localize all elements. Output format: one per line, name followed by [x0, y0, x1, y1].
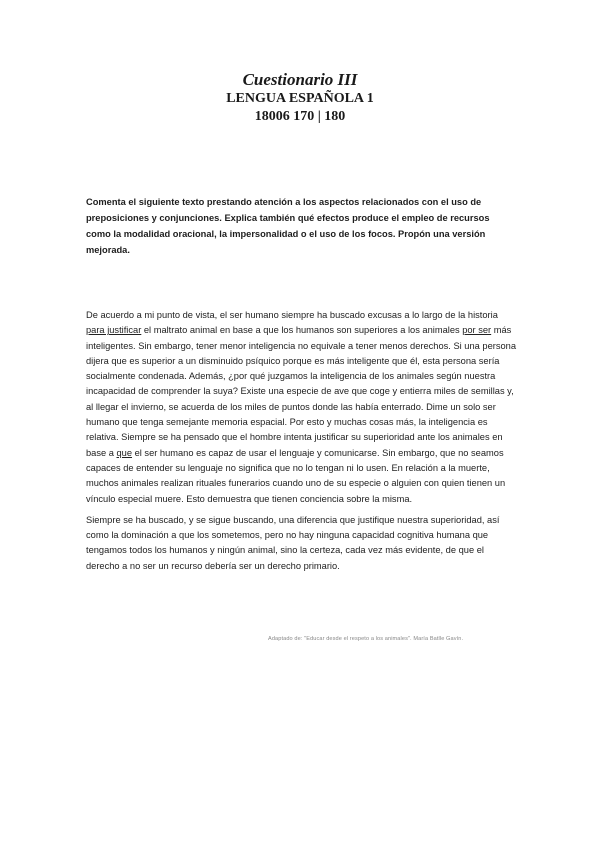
document-title: Cuestionario III [242, 70, 358, 89]
text-segment: De acuerdo a mi punto de vista, el ser humano siempre ha buscado excusas a lo largo de la historia [86, 310, 498, 320]
source-citation: Adaptado de: "Educar desde el respeto a los animales". María Batlle Gavín. [268, 636, 464, 642]
underlined-phrase: por ser [462, 325, 492, 336]
course-name: LENGUA ESPAÑOLA 1 [226, 91, 374, 106]
text-segment: más inteligentes. Sin embargo, tener menor inteligencia no equivale a tener menos derechos. Si una persona dijera que es superior a un disminuido psíquico porque es más inteligente que él, esta persona sería socialmente condenada. Además, ¿por qué juzgamos la inteligencia de los animales según nuestra incapacidad de comprender la suya? Existe una especie de ave que coge y entierra miles de semillas y, al llegar el invierno, se acuerda de los miles de puntos donde las había enterrado. Dime un solo ser humano que tenga semejante memoria espacial. Por esto y muchas cosas más, la inteligencia es relativa. Siempre se ha pensado que el hombre intenta justificar su superioridad ante los animales en base a [86, 325, 516, 458]
underlined-phrase: que [116, 447, 133, 458]
text-segment: el ser humano es capaz de usar el lenguaje y comunicarse. Sin embargo, que no seamos capaces de entender su lenguaje no significa que no lo tengan ni lo usen. En relación a la muerte, muchos animales realizan rituales funerarios cuando uno de su especie o alguien con quien tienen un vínculo especial muere. Esto demuestra que tienen conciencia sobre la misma. [86, 447, 506, 504]
paragraph-2: Siempre se ha buscado, y se sigue buscando, una diferencia que justifique nuestra superioridad, así como la dominación a que los sometemos, pero no hay ninguna capacidad cognitiva humana que tengamos todos los humanos y ningún animal, sino la certeza, cada vez más evidente, de que el derecho a no ser un recurso debería ser un derecho primario. [86, 514, 500, 571]
exercise-prompt: Comenta el siguiente texto prestando atención a los aspectos relacionados con el uso de preposiciones y conjunciones. Explica también qué efectos produce el empleo de recursos como la modalidad oracional, la impersonalidad o el uso de los focos. Propón una versión mejorada. [86, 197, 490, 255]
underlined-phrase: para justificar [86, 325, 142, 336]
document-header [0, 70, 600, 126]
source-text [86, 308, 516, 580]
course-code: 18006 170 | 180 [254, 109, 346, 124]
paragraph-1 [86, 308, 516, 507]
text-segment: el maltrato animal en base a que los humanos son superiores a los animales [141, 325, 463, 336]
